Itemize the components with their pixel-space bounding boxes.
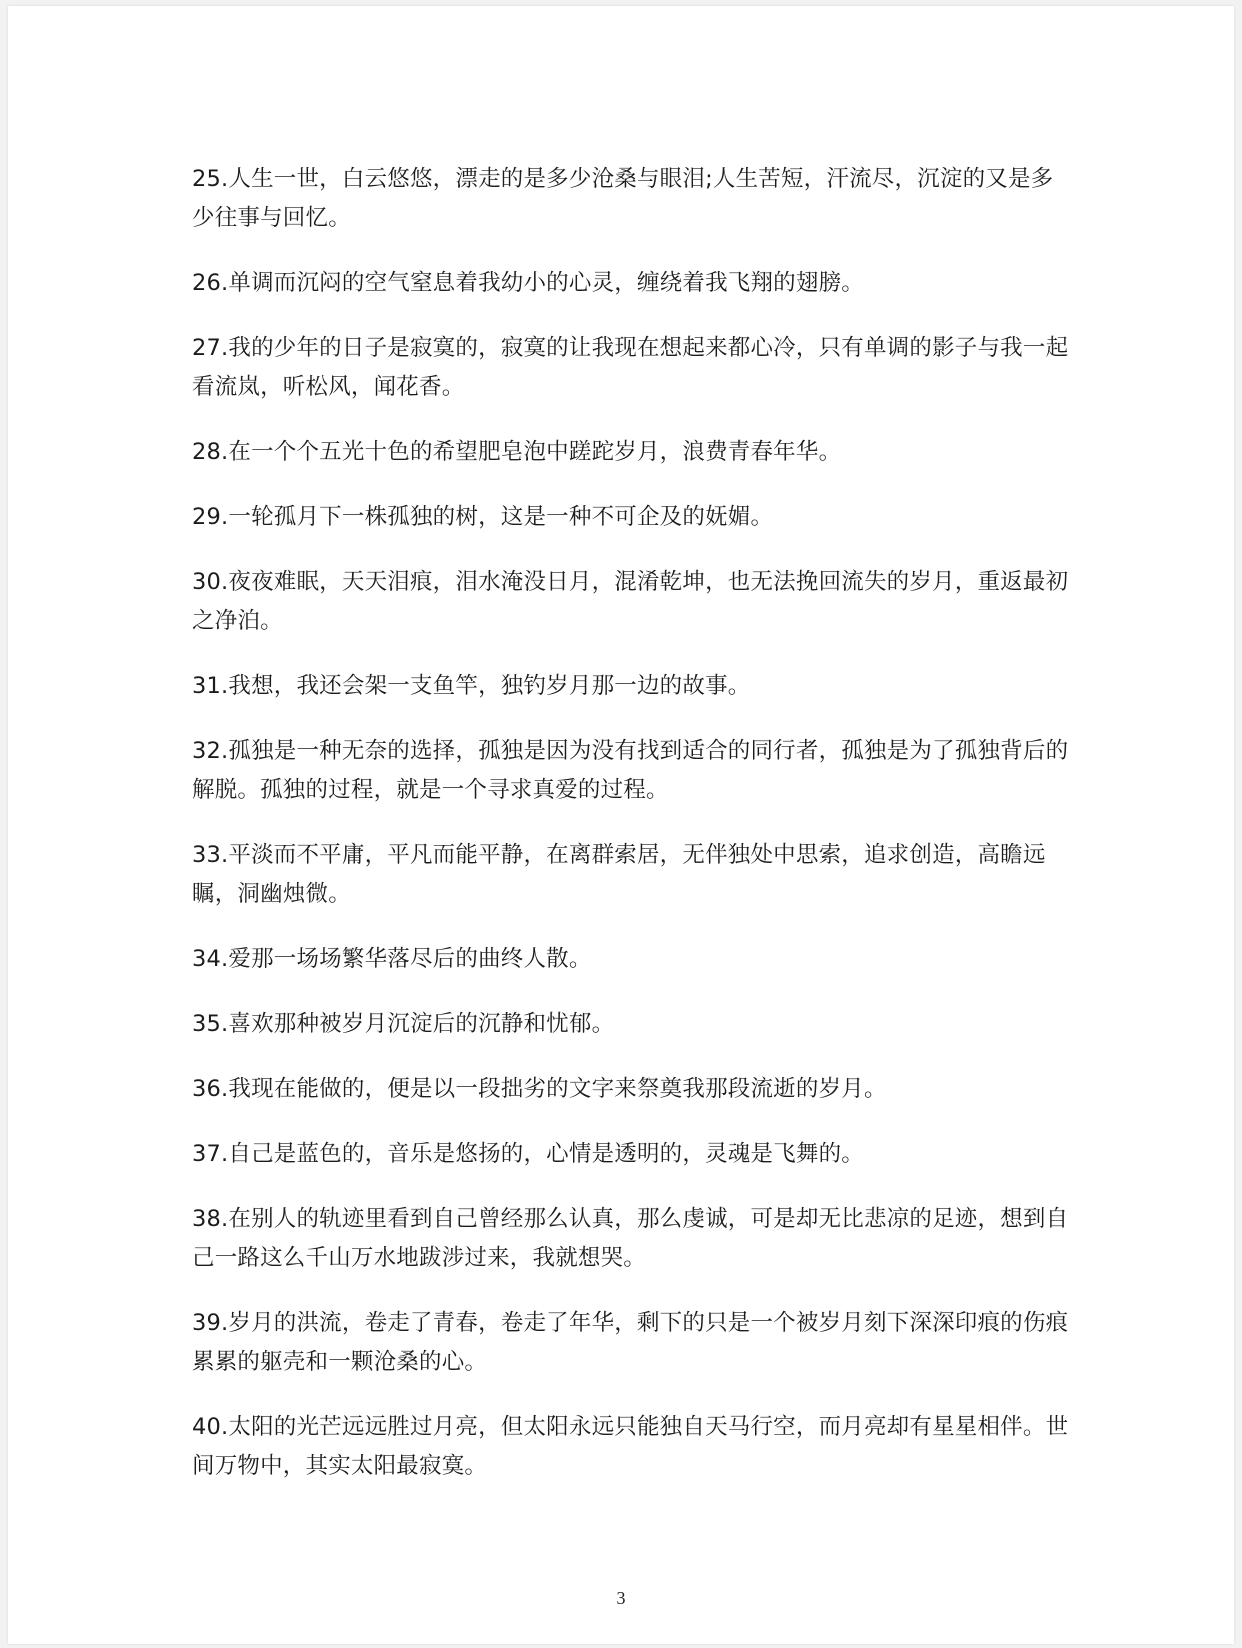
list-item: 30.夜夜难眠，天天泪痕，泪水淹没日月，混淆乾坤，也无法挽回流失的岁月，重返最初之净泊。 bbox=[192, 569, 1069, 634]
list-item: 28.在一个个五光十色的希望肥皂泡中蹉跎岁月，浪费青春年华。 bbox=[192, 439, 842, 465]
list-item: 29.一轮孤月下一株孤独的树，这是一种不可企及的妩媚。 bbox=[192, 504, 774, 530]
list-item: 35.喜欢那种被岁月沉淀后的沉静和忧郁。 bbox=[192, 1011, 615, 1037]
page-number: 3 bbox=[616, 1588, 626, 1608]
document-page bbox=[8, 6, 1234, 1644]
list-item: 40.太阳的光芒远远胜过月亮，但太阳永远只能独自天马行空，而月亮却有星星相伴。世间万物中，其实太阳最寂寞。 bbox=[192, 1414, 1069, 1479]
list-item: 32.孤独是一种无奈的选择，孤独是因为没有找到适合的同行者，孤独是为了孤独背后的解脱。孤独的过程，就是一个寻求真爱的过程。 bbox=[192, 738, 1069, 803]
list-item: 26.单调而沉闷的空气窒息着我幼小的心灵，缠绕着我飞翔的翅膀。 bbox=[192, 270, 864, 296]
list-item: 37.自己是蓝色的，音乐是悠扬的，心情是透明的，灵魂是飞舞的。 bbox=[192, 1141, 864, 1167]
list-item: 27.我的少年的日子是寂寞的，寂寞的让我现在想起来都心冷，只有单调的影子与我一起看流岚，听松风，闻花香。 bbox=[192, 335, 1069, 400]
list-item: 33.平淡而不平庸，平凡而能平静，在离群索居，无伴独处中思索，追求创造，高瞻远瞩，洞幽烛微。 bbox=[192, 842, 1046, 907]
list-item: 25.人生一世，白云悠悠，漂走的是多少沧桑与眼泪;人生苦短，汗流尽，沉淀的又是多少往事与回忆。 bbox=[192, 166, 1054, 231]
list-item: 36.我现在能做的，便是以一段拙劣的文字来祭奠我那段流逝的岁月。 bbox=[192, 1076, 887, 1102]
list-item: 34.爱那一场场繁华落尽后的曲终人散。 bbox=[192, 946, 592, 972]
document-body bbox=[192, 160, 1072, 1512]
list-item: 39.岁月的洪流，卷走了青春，卷走了年华，剩下的只是一个被岁月刻下深深印痕的伤痕累累的躯壳和一颗沧桑的心。 bbox=[192, 1310, 1069, 1375]
list-item: 38.在别人的轨迹里看到自己曾经那么认真，那么虔诚，可是却无比悲凉的足迹，想到自己一路这么千山万水地跋涉过来，我就想哭。 bbox=[192, 1206, 1069, 1271]
list-item: 31.我想，我还会架一支鱼竿，独钓岁月那一边的故事。 bbox=[192, 673, 751, 699]
